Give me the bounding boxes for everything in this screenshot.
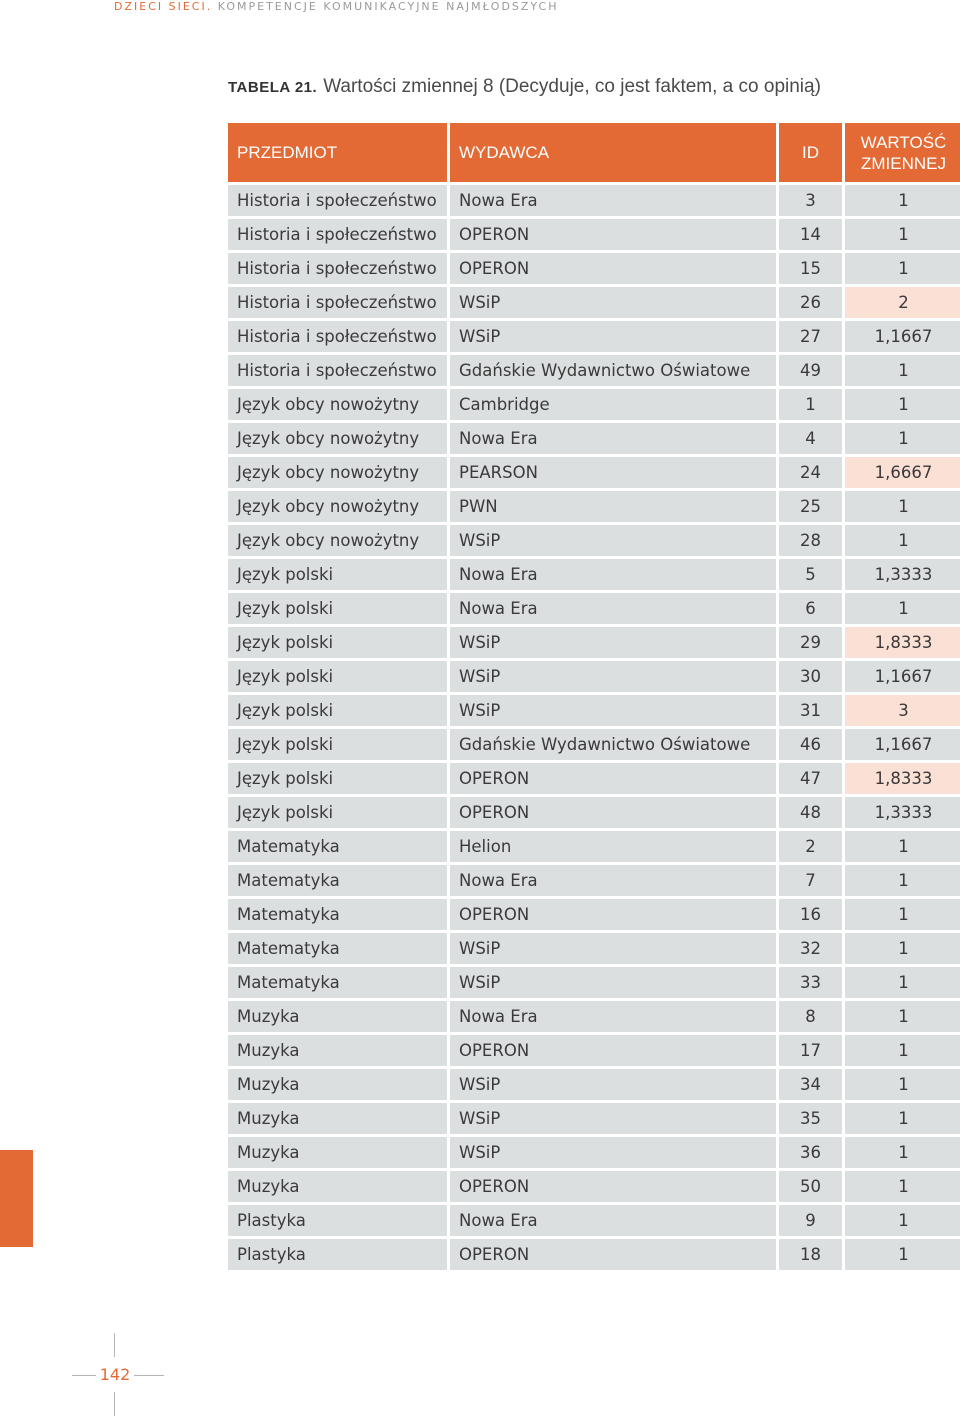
cell-value: 1 xyxy=(845,865,960,896)
side-accent-bar xyxy=(0,1150,33,1247)
cell-value: 1 xyxy=(845,831,960,862)
cell-publisher: Nowa Era xyxy=(450,559,776,590)
cell-value: 1,8333 xyxy=(845,627,960,658)
cell-subject: Język polski xyxy=(228,661,447,692)
table-label: TABELA 21. xyxy=(228,79,318,96)
cell-value: 1,1667 xyxy=(845,321,960,352)
table-row xyxy=(228,1205,960,1236)
table-row xyxy=(228,1069,960,1100)
cell-id: 34 xyxy=(779,1069,842,1100)
cell-publisher: Nowa Era xyxy=(450,593,776,624)
cell-publisher: OPERON xyxy=(450,1239,776,1270)
cell-publisher: Nowa Era xyxy=(450,185,776,216)
cell-value: 1 xyxy=(845,1001,960,1032)
cell-subject: Historia i społeczeństwo xyxy=(228,355,447,386)
cell-id: 30 xyxy=(779,661,842,692)
cell-id: 8 xyxy=(779,1001,842,1032)
cell-value: 1,8333 xyxy=(845,763,960,794)
cell-id: 26 xyxy=(779,287,842,318)
cell-id: 24 xyxy=(779,457,842,488)
cell-publisher: OPERON xyxy=(450,253,776,284)
table-row xyxy=(228,933,960,964)
table-caption xyxy=(228,76,956,98)
cell-publisher: OPERON xyxy=(450,763,776,794)
table-row xyxy=(228,525,960,556)
cell-value: 1 xyxy=(845,1171,960,1202)
cell-publisher: Gdańskie Wydawnictwo Oświatowe xyxy=(450,729,776,760)
cell-value: 1 xyxy=(845,899,960,930)
header-subject: PRZEDMIOT xyxy=(228,123,447,182)
page-number-rule-right xyxy=(134,1375,164,1376)
data-table xyxy=(225,120,960,1273)
cell-subject: Język polski xyxy=(228,627,447,658)
table-row xyxy=(228,695,960,726)
cell-subject: Język polski xyxy=(228,729,447,760)
table-row xyxy=(228,457,960,488)
cell-value: 1 xyxy=(845,1239,960,1270)
cell-value: 1 xyxy=(845,253,960,284)
cell-subject: Język obcy nowożytny xyxy=(228,423,447,454)
cell-id: 16 xyxy=(779,899,842,930)
cell-id: 17 xyxy=(779,1035,842,1066)
table-row xyxy=(228,797,960,828)
table-row xyxy=(228,899,960,930)
cell-publisher: WSiP xyxy=(450,933,776,964)
cell-value: 1 xyxy=(845,185,960,216)
cell-value: 1 xyxy=(845,389,960,420)
cell-id: 18 xyxy=(779,1239,842,1270)
cell-id: 25 xyxy=(779,491,842,522)
cell-id: 27 xyxy=(779,321,842,352)
table-row xyxy=(228,491,960,522)
cell-publisher: WSiP xyxy=(450,525,776,556)
table-row xyxy=(228,423,960,454)
header-id: ID xyxy=(779,123,842,182)
table-row xyxy=(228,559,960,590)
cell-subject: Język obcy nowożytny xyxy=(228,491,447,522)
table-row xyxy=(228,253,960,284)
cell-value: 1 xyxy=(845,1069,960,1100)
header-value: WARTOŚĆ ZMIENNEJ xyxy=(845,123,960,182)
table-row xyxy=(228,287,960,318)
cell-value: 1,1667 xyxy=(845,729,960,760)
cell-id: 46 xyxy=(779,729,842,760)
cell-subject: Matematyka xyxy=(228,933,447,964)
cell-value: 1 xyxy=(845,525,960,556)
table-row xyxy=(228,865,960,896)
cell-id: 48 xyxy=(779,797,842,828)
table-row xyxy=(228,321,960,352)
table-row xyxy=(228,185,960,216)
cell-id: 4 xyxy=(779,423,842,454)
page-number-rule-left xyxy=(72,1375,96,1376)
table-row xyxy=(228,1171,960,1202)
cell-subject: Muzyka xyxy=(228,1103,447,1134)
cell-subject: Muzyka xyxy=(228,1035,447,1066)
cell-publisher: Cambridge xyxy=(450,389,776,420)
cell-value: 1 xyxy=(845,967,960,998)
cell-publisher: PEARSON xyxy=(450,457,776,488)
table-row xyxy=(228,389,960,420)
series-subtitle: KOMPETENCJE KOMUNIKACYJNE NAJMŁODSZYCH xyxy=(217,0,559,13)
series-name: DZIECI SIECI. xyxy=(114,0,213,13)
cell-subject: Język polski xyxy=(228,797,447,828)
cell-value: 1 xyxy=(845,1103,960,1134)
cell-publisher: WSiP xyxy=(450,661,776,692)
cell-id: 32 xyxy=(779,933,842,964)
table-row xyxy=(228,627,960,658)
table-row xyxy=(228,831,960,862)
cell-id: 6 xyxy=(779,593,842,624)
cell-id: 33 xyxy=(779,967,842,998)
cell-value: 1 xyxy=(845,933,960,964)
table-row xyxy=(228,1035,960,1066)
cell-publisher: OPERON xyxy=(450,1171,776,1202)
table-row xyxy=(228,219,960,250)
cell-value: 1 xyxy=(845,491,960,522)
cell-value: 1 xyxy=(845,1137,960,1168)
cell-id: 49 xyxy=(779,355,842,386)
cell-id: 50 xyxy=(779,1171,842,1202)
cell-subject: Plastyka xyxy=(228,1239,447,1270)
table-body xyxy=(228,185,960,1270)
cell-publisher: Nowa Era xyxy=(450,1001,776,1032)
page-number-rule-bottom xyxy=(114,1392,115,1416)
cell-subject: Matematyka xyxy=(228,831,447,862)
cell-value: 1 xyxy=(845,1205,960,1236)
cell-publisher: OPERON xyxy=(450,1035,776,1066)
cell-id: 36 xyxy=(779,1137,842,1168)
cell-subject: Muzyka xyxy=(228,1069,447,1100)
running-header xyxy=(114,0,559,14)
cell-subject: Język obcy nowożytny xyxy=(228,525,447,556)
cell-publisher: Nowa Era xyxy=(450,865,776,896)
cell-subject: Język polski xyxy=(228,559,447,590)
cell-subject: Matematyka xyxy=(228,865,447,896)
table-row xyxy=(228,355,960,386)
table-row xyxy=(228,661,960,692)
cell-value: 1,6667 xyxy=(845,457,960,488)
cell-publisher: WSiP xyxy=(450,1137,776,1168)
cell-value: 1,3333 xyxy=(845,797,960,828)
cell-value: 3 xyxy=(845,695,960,726)
cell-subject: Muzyka xyxy=(228,1171,447,1202)
table-row xyxy=(228,763,960,794)
cell-subject: Historia i społeczeństwo xyxy=(228,253,447,284)
cell-id: 29 xyxy=(779,627,842,658)
cell-subject: Historia i społeczeństwo xyxy=(228,185,447,216)
cell-publisher: OPERON xyxy=(450,797,776,828)
table-row xyxy=(228,1103,960,1134)
cell-id: 31 xyxy=(779,695,842,726)
cell-subject: Historia i społeczeństwo xyxy=(228,287,447,318)
table-row xyxy=(228,967,960,998)
cell-subject: Plastyka xyxy=(228,1205,447,1236)
table-title: Wartości zmiennej 8 (Decyduje, co jest faktem, a co opinią) xyxy=(323,76,821,97)
cell-publisher: Helion xyxy=(450,831,776,862)
cell-publisher: PWN xyxy=(450,491,776,522)
header-publisher: WYDAWCA xyxy=(450,123,776,182)
cell-subject: Muzyka xyxy=(228,1137,447,1168)
cell-value: 1,3333 xyxy=(845,559,960,590)
cell-id: 7 xyxy=(779,865,842,896)
table-row xyxy=(228,593,960,624)
cell-id: 14 xyxy=(779,219,842,250)
cell-value: 2 xyxy=(845,287,960,318)
cell-publisher: WSiP xyxy=(450,627,776,658)
cell-publisher: WSiP xyxy=(450,967,776,998)
cell-subject: Język polski xyxy=(228,763,447,794)
cell-publisher: WSiP xyxy=(450,1103,776,1134)
cell-value: 1,1667 xyxy=(845,661,960,692)
cell-id: 5 xyxy=(779,559,842,590)
cell-publisher: Nowa Era xyxy=(450,423,776,454)
cell-subject: Język obcy nowożytny xyxy=(228,389,447,420)
table-header-row xyxy=(228,123,960,182)
table-row xyxy=(228,1137,960,1168)
cell-id: 1 xyxy=(779,389,842,420)
cell-publisher: WSiP xyxy=(450,287,776,318)
cell-publisher: Nowa Era xyxy=(450,1205,776,1236)
cell-publisher: WSiP xyxy=(450,695,776,726)
cell-publisher: WSiP xyxy=(450,321,776,352)
cell-subject: Matematyka xyxy=(228,899,447,930)
page-number: 142 xyxy=(96,1365,134,1385)
cell-subject: Historia i społeczeństwo xyxy=(228,219,447,250)
cell-publisher: WSiP xyxy=(450,1069,776,1100)
cell-id: 35 xyxy=(779,1103,842,1134)
cell-id: 15 xyxy=(779,253,842,284)
cell-value: 1 xyxy=(845,355,960,386)
table-row xyxy=(228,1239,960,1270)
cell-id: 28 xyxy=(779,525,842,556)
table-row xyxy=(228,729,960,760)
cell-value: 1 xyxy=(845,219,960,250)
cell-id: 2 xyxy=(779,831,842,862)
cell-value: 1 xyxy=(845,1035,960,1066)
table-row xyxy=(228,1001,960,1032)
page-number-rule-top xyxy=(114,1333,115,1357)
cell-publisher: Gdańskie Wydawnictwo Oświatowe xyxy=(450,355,776,386)
cell-id: 47 xyxy=(779,763,842,794)
cell-publisher: OPERON xyxy=(450,219,776,250)
cell-subject: Język polski xyxy=(228,593,447,624)
cell-subject: Matematyka xyxy=(228,967,447,998)
cell-publisher: OPERON xyxy=(450,899,776,930)
cell-subject: Język obcy nowożytny xyxy=(228,457,447,488)
cell-subject: Język polski xyxy=(228,695,447,726)
cell-subject: Muzyka xyxy=(228,1001,447,1032)
cell-value: 1 xyxy=(845,593,960,624)
cell-id: 9 xyxy=(779,1205,842,1236)
cell-value: 1 xyxy=(845,423,960,454)
cell-id: 3 xyxy=(779,185,842,216)
cell-subject: Historia i społeczeństwo xyxy=(228,321,447,352)
